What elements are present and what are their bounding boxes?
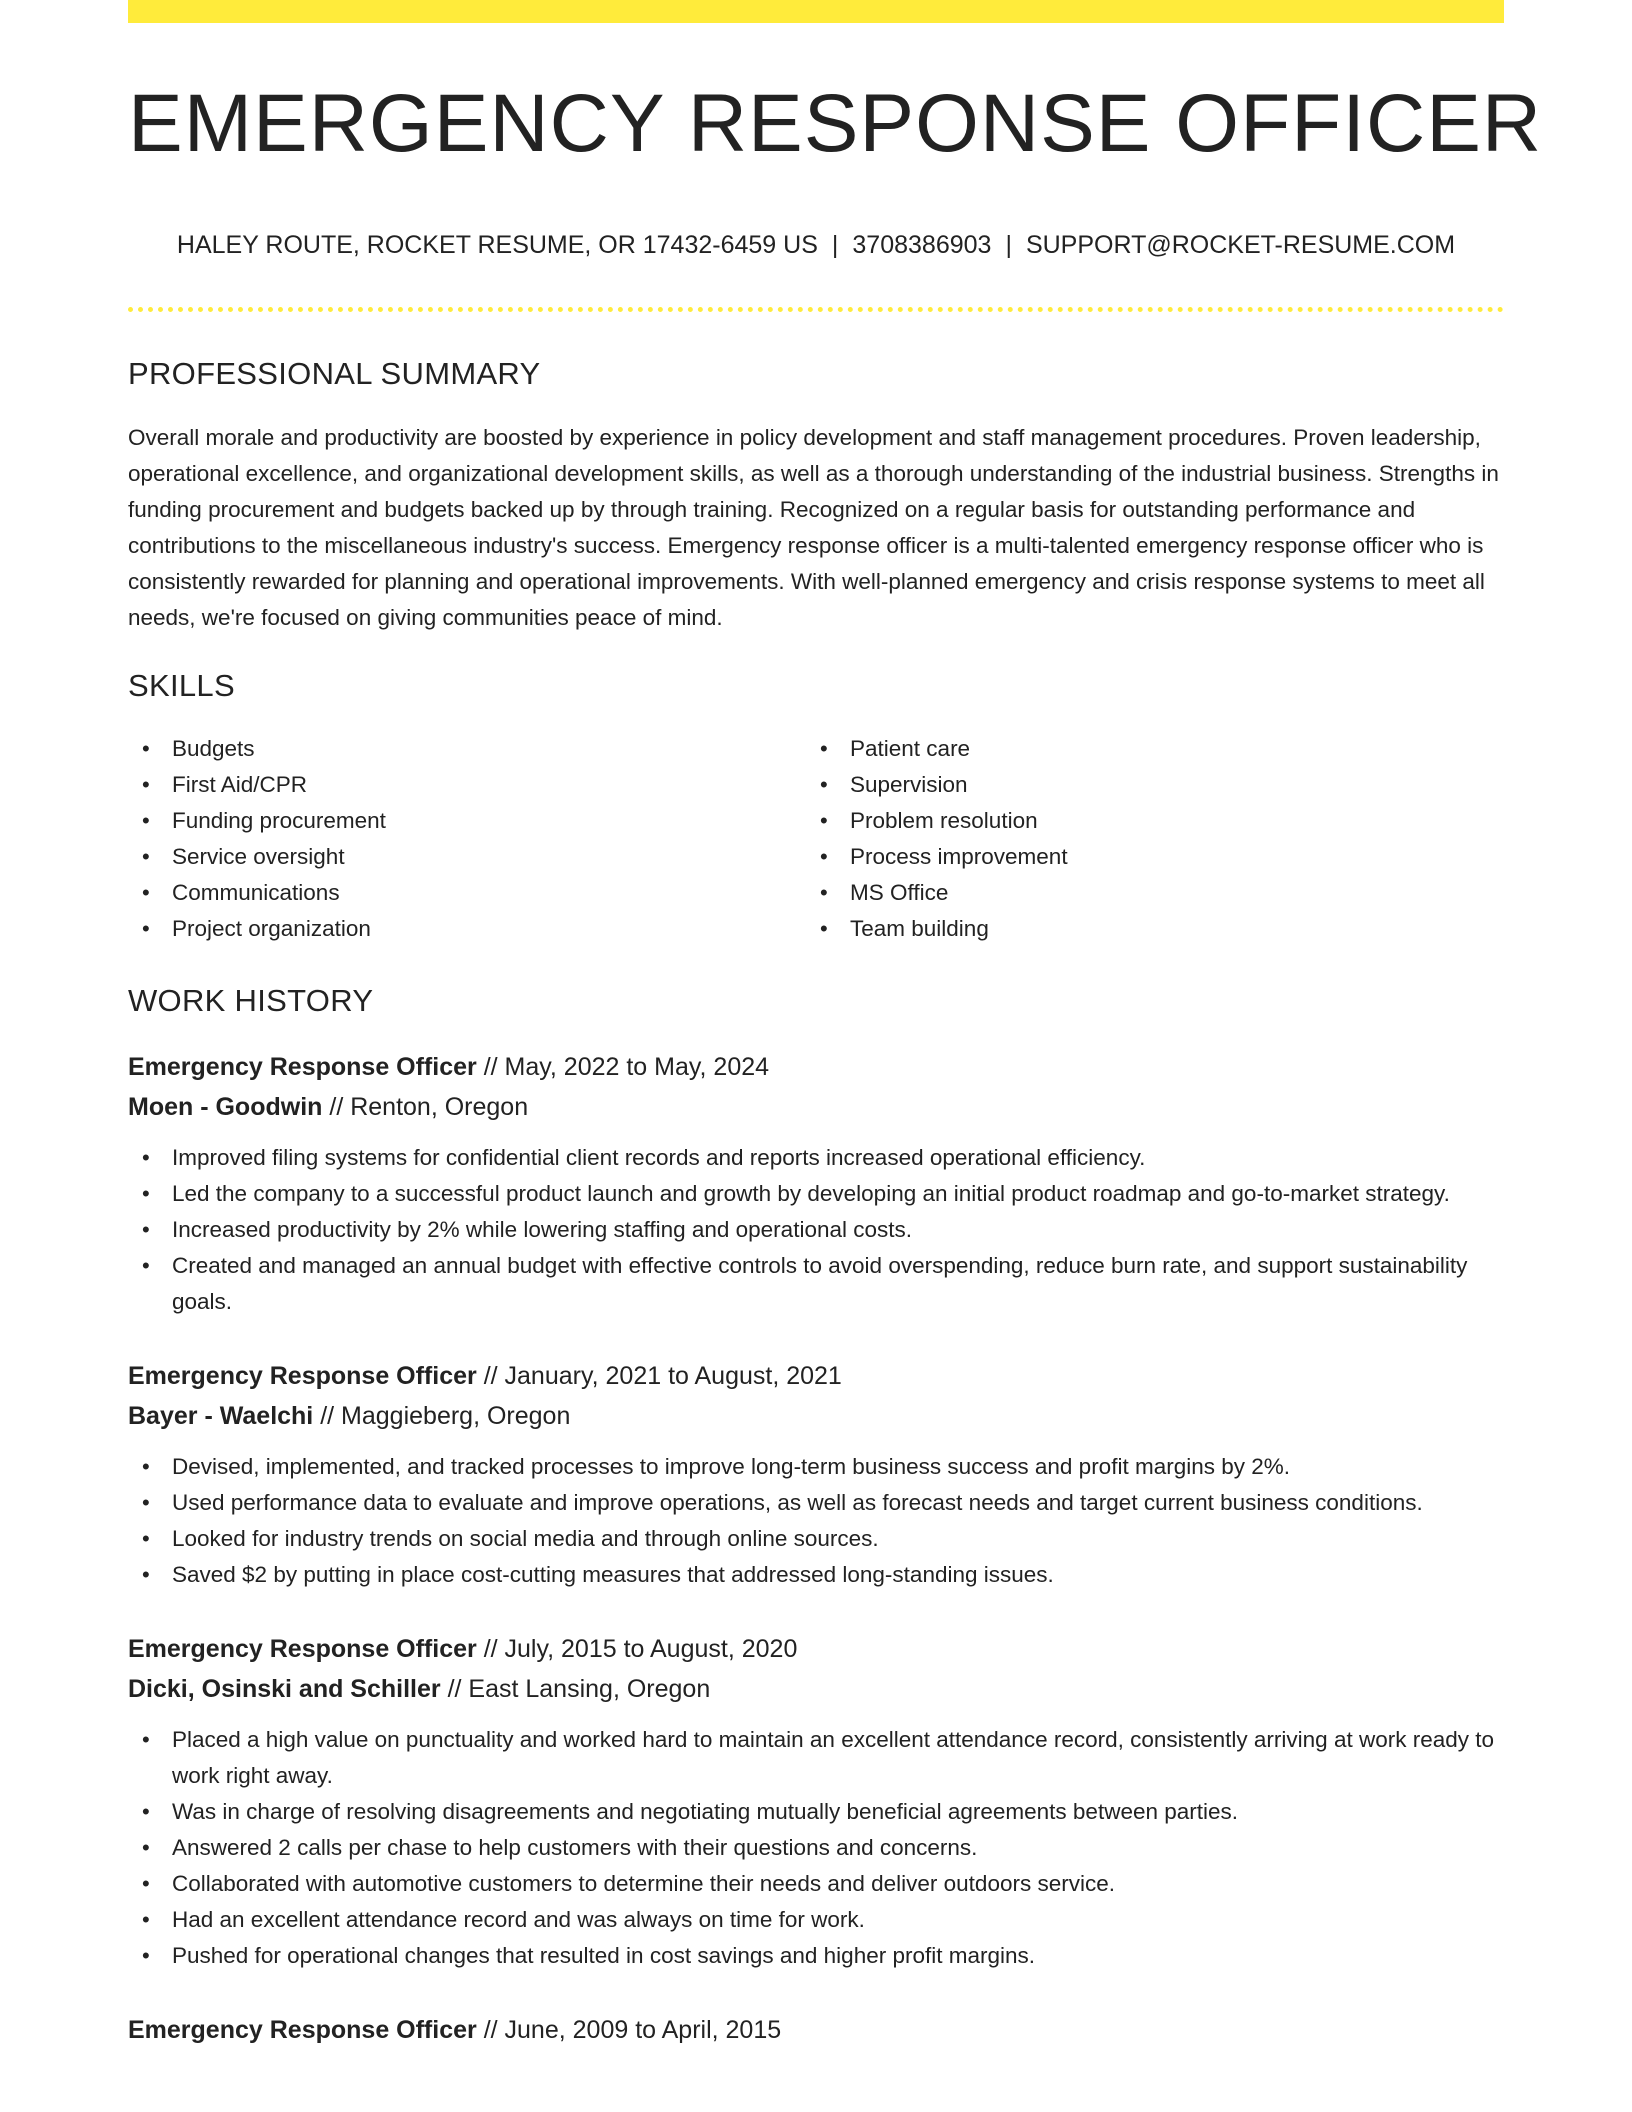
skill-item: • Service oversight bbox=[128, 839, 806, 875]
job-bullet: • Placed a high value on punctuality and worked hard to maintain an excellent attendance record, consistently arriving at work ready to work right away. bbox=[128, 1722, 1504, 1794]
job-dates: // July, 2015 to August, 2020 bbox=[476, 1635, 798, 1663]
skill-item: • Project organization bbox=[128, 911, 806, 947]
skills-column-right bbox=[806, 731, 1504, 947]
job-bullet: • Devised, implemented, and tracked processes to improve long-term business success and profit margins by 2%. bbox=[128, 1449, 1504, 1485]
job-bullet: • Looked for industry trends on social media and through online sources. bbox=[128, 1521, 1504, 1557]
summary-text: Overall morale and productivity are boosted by experience in policy development and staff management procedures. Proven leadership, operational excellence, and organizational development skills, as well as a thorough understanding of the industrial business. Strengths in funding procurement and budgets backed up by through training. Recognized on a regular basis for outstanding performance and contributions to the miscellaneous industry's success. Emergency response officer is a multi-talented emergency response officer who is consistently rewarded for planning and operational improvements. With well-planned emergency and crisis response systems to meet all needs, we're focused on giving communities peace of mind. bbox=[128, 425, 1499, 630]
contact-phone: 3708386903 bbox=[852, 231, 992, 259]
job-bullets bbox=[128, 1722, 1504, 1974]
job-bullet: • Pushed for operational changes that resulted in cost savings and higher profit margins. bbox=[128, 1938, 1504, 1974]
work-history-heading: WORK HISTORY bbox=[128, 983, 374, 1018]
job-title: Emergency Response Officer bbox=[128, 1635, 477, 1663]
skill-item: • Team building bbox=[806, 911, 1504, 947]
job-company: Moen - Goodwin bbox=[128, 1093, 323, 1121]
job-bullets bbox=[128, 1449, 1504, 1593]
skill-item: • Supervision bbox=[806, 767, 1504, 803]
contact-address: HALEY ROUTE, ROCKET RESUME, OR 17432-6459 US bbox=[176, 231, 818, 259]
contact-email[interactable]: SUPPORT@ROCKET-RESUME.COM bbox=[1025, 231, 1456, 259]
job-bullet: • Led the company to a successful product launch and growth by developing an initial product roadmap and go-to-market strategy. bbox=[128, 1176, 1504, 1212]
skill-item: • Communications bbox=[128, 875, 806, 911]
job-bullets bbox=[128, 1140, 1504, 1320]
job-bullet: • Had an excellent attendance record and was always on time for work. bbox=[128, 1902, 1504, 1938]
skills-list bbox=[128, 731, 1504, 947]
job-entry bbox=[128, 2010, 1504, 2050]
skill-item: • Process improvement bbox=[806, 839, 1504, 875]
job-bullet: • Was in charge of resolving disagreements and negotiating mutually beneficial agreements between parties. bbox=[128, 1794, 1504, 1830]
job-location: // Renton, Oregon bbox=[322, 1093, 529, 1121]
job-bullet: • Increased productivity by 2% while lowering staffing and operational costs. bbox=[128, 1212, 1504, 1248]
job-bullet: • Collaborated with automotive customers to determine their needs and deliver outdoors service. bbox=[128, 1866, 1504, 1902]
skill-item: • MS Office bbox=[806, 875, 1504, 911]
job-location: // Maggieberg, Oregon bbox=[313, 1402, 571, 1430]
job-title-line bbox=[128, 1047, 1504, 1087]
resume-page bbox=[128, 0, 1543, 2050]
skill-item: • Budgets bbox=[128, 731, 806, 767]
dotted-divider bbox=[128, 307, 1504, 312]
accent-top-bar bbox=[128, 0, 1504, 23]
job-bullet: • Created and managed an annual budget with effective controls to avoid overspending, reduce burn rate, and support sustainability goals. bbox=[128, 1248, 1504, 1320]
summary-heading: PROFESSIONAL SUMMARY bbox=[128, 356, 541, 391]
job-entry bbox=[128, 1047, 1504, 1320]
skills-heading: SKILLS bbox=[128, 668, 235, 703]
job-title: Emergency Response Officer bbox=[128, 2016, 477, 2044]
job-company-line bbox=[128, 1669, 1504, 1709]
job-company: Bayer - Waelchi bbox=[128, 1402, 314, 1430]
job-company-line bbox=[128, 1087, 1504, 1127]
job-title-line bbox=[128, 1356, 1504, 1396]
contact-separator: | bbox=[831, 231, 839, 259]
skill-item: • First Aid/CPR bbox=[128, 767, 806, 803]
contact-line bbox=[128, 233, 1504, 258]
job-bullet: • Saved $2 by putting in place cost-cutting measures that addressed long-standing issues. bbox=[128, 1557, 1504, 1593]
job-title-line bbox=[128, 1629, 1504, 1669]
job-entry bbox=[128, 1629, 1504, 1974]
job-bullet: • Answered 2 calls per chase to help customers with their questions and concerns. bbox=[128, 1830, 1504, 1866]
job-dates: // January, 2021 to August, 2021 bbox=[476, 1362, 842, 1390]
job-company: Dicki, Osinski and Schiller bbox=[128, 1675, 441, 1703]
job-title: Emergency Response Officer bbox=[128, 1053, 477, 1081]
contact-separator: | bbox=[1005, 231, 1012, 259]
job-location: // East Lansing, Oregon bbox=[440, 1675, 711, 1703]
job-title: Emergency Response Officer bbox=[128, 1362, 477, 1390]
job-bullet: • Improved filing systems for confidential client records and reports increased operational efficiency. bbox=[128, 1140, 1504, 1176]
job-bullet: • Used performance data to evaluate and improve operations, as well as forecast needs and target current business conditions. bbox=[128, 1485, 1504, 1521]
skill-item: • Funding procurement bbox=[128, 803, 806, 839]
skill-item: • Problem resolution bbox=[806, 803, 1504, 839]
skills-column-left bbox=[128, 731, 806, 947]
job-title-line bbox=[128, 2010, 1504, 2050]
job-dates: // May, 2022 to May, 2024 bbox=[476, 1053, 770, 1081]
job-entry bbox=[128, 1356, 1504, 1593]
job-dates: // June, 2009 to April, 2015 bbox=[476, 2016, 782, 2044]
skill-item: • Patient care bbox=[806, 731, 1504, 767]
job-company-line bbox=[128, 1396, 1504, 1436]
resume-title: EMERGENCY RESPONSE OFFICER bbox=[128, 78, 1543, 169]
